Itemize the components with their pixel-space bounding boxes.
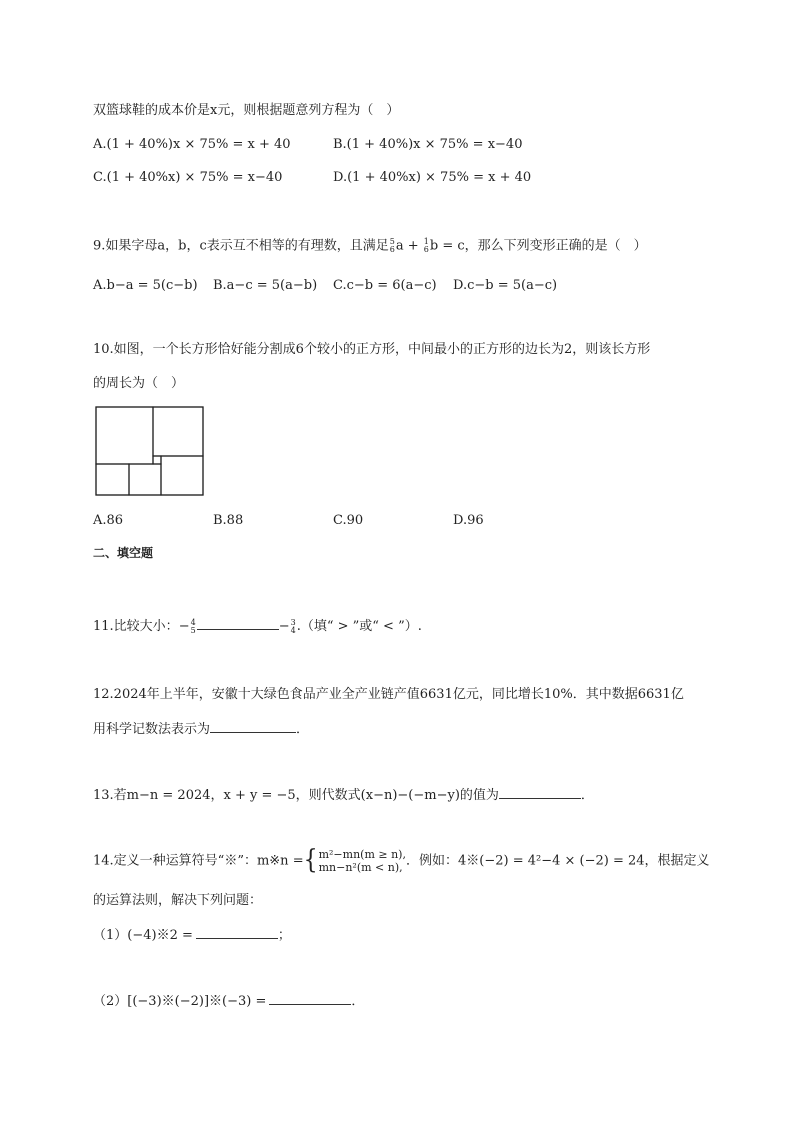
q14-case2: mn−n²(m < n), <box>318 861 403 874</box>
q14-brace: { <box>303 845 318 876</box>
q11-answer-blank[interactable] <box>197 617 279 630</box>
q11-frac-four-fifths <box>191 619 196 635</box>
q14-cases <box>319 848 406 874</box>
q13-line <box>93 786 594 804</box>
square-bottom-middle <box>129 464 161 495</box>
q11-prefix: 11.比较大小： <box>93 619 179 634</box>
q14-sub2-answer-blank[interactable] <box>269 992 351 1005</box>
q10-stem-line1: 10.如图，一个长方形恰好能分割成6个较小的正方形，中间最小的正方形的边长为2，则该长方形 <box>93 342 651 357</box>
q8-option-d: D.(1 + 40%x) × 75% = x + 40 <box>333 170 532 185</box>
square-smallest <box>153 456 161 464</box>
q9-frac2-num: 1 <box>423 237 429 246</box>
q11-frac-three-fourths <box>291 619 296 635</box>
q14-sub1-post: ； <box>277 928 291 943</box>
q14-sub2 <box>93 992 364 1010</box>
q9-stem-post: b = c，那么下列变形正确的是（ ） <box>429 238 647 254</box>
q10-option-d: D.96 <box>453 513 484 528</box>
q14-sub1 <box>93 926 291 944</box>
q11-f2-num: 3 <box>290 617 296 627</box>
q14-sub2-post: ． <box>351 994 365 1009</box>
q14-post: ．例如：4※(−2) = 4²−4 × (−2) = 24，根据定义 <box>405 853 710 869</box>
q9-option-d: D.c−b = 5(a−c) <box>453 278 558 293</box>
q9-option-c: C.c−b = 6(a−c) <box>333 278 437 293</box>
section-fill-in-title: 二、填空题 <box>93 546 154 560</box>
q12-line2-post: ． <box>296 722 310 737</box>
square-top-left <box>96 407 153 464</box>
q9-var-a: a + <box>395 238 423 254</box>
q9-option-b: B.a−c = 5(a−b) <box>213 278 318 293</box>
q14-definition <box>93 845 710 876</box>
q9-stem <box>93 238 647 255</box>
q9-frac2-den: 6 <box>423 245 429 254</box>
outer-rectangle <box>96 407 203 495</box>
q12-line1: 12.2024年上半年，安徽十大绿色食品产业全产业链产值6631亿元，同比增长10%．其中数据6631亿 <box>93 687 684 702</box>
q13-answer-blank[interactable] <box>499 786 581 799</box>
q10-option-a: A.86 <box>93 513 124 528</box>
q9-stem-pre: 9.如果字母a，b，c表示互不相等的有理数，且满足 <box>93 238 389 254</box>
q11-line <box>93 617 422 635</box>
q9-option-a: A.b−a = 5(c−b) <box>93 278 198 293</box>
square-bottom-left <box>96 464 129 495</box>
q14-line2: 的运算法则，解决下列问题： <box>93 893 263 908</box>
q8-option-a: A.(1 + 40%)x × 75% = x + 40 <box>93 137 291 152</box>
q8-stem: 双篮球鞋的成本价是x元，则根据题意列方程为（ ） <box>93 103 400 118</box>
q10-stem-line2: 的周长为（ ） <box>93 376 185 391</box>
q11-f1-sign: − <box>178 619 190 634</box>
q8-option-c: C.(1 + 40%x) × 75% = x−40 <box>93 170 283 185</box>
square-bottom-right <box>161 456 203 495</box>
q9-frac1-den: 6 <box>389 245 395 254</box>
q14-case1: m²−mn(m ≥ n), <box>318 848 406 861</box>
q13-pre: 13.若m−n = 2024，x + y = −5，则代数式(x−n)−(−m−y)的值为 <box>93 788 499 803</box>
q10-option-c: C.90 <box>333 513 364 528</box>
q9-frac1-num: 5 <box>389 237 395 246</box>
q12-answer-blank[interactable] <box>210 720 296 733</box>
q9-frac-one-sixth <box>424 238 429 254</box>
q10-rectangle-figure <box>95 406 205 498</box>
q14-pre: 14.定义一种运算符号“※”：m※n = <box>93 853 304 869</box>
square-top-right <box>153 407 203 456</box>
q8-option-b: B.(1 + 40%)x × 75% = x−40 <box>333 137 523 152</box>
q14-sub1-answer-blank[interactable] <box>196 926 278 939</box>
q11-suffix: .（填“ > ”或“ < ”）. <box>296 619 422 634</box>
q9-frac-five-sixths <box>390 238 395 254</box>
q14-sub1-pre: （1）(−4)※2 = <box>93 928 193 943</box>
q13-post: ． <box>580 788 594 803</box>
q10-option-b: B.88 <box>213 513 244 528</box>
q12-line2-pre: 用科学记数法表示为 <box>93 722 211 737</box>
q12-line2 <box>93 720 309 738</box>
q11-f2-sign: − <box>278 619 290 634</box>
q11-f1-num: 4 <box>190 617 196 627</box>
q11-f2-den: 4 <box>290 625 296 635</box>
q11-f1-den: 5 <box>190 625 196 635</box>
q14-sub2-pre: （2）[(−3)※(−2)]※(−3) = <box>93 994 267 1009</box>
